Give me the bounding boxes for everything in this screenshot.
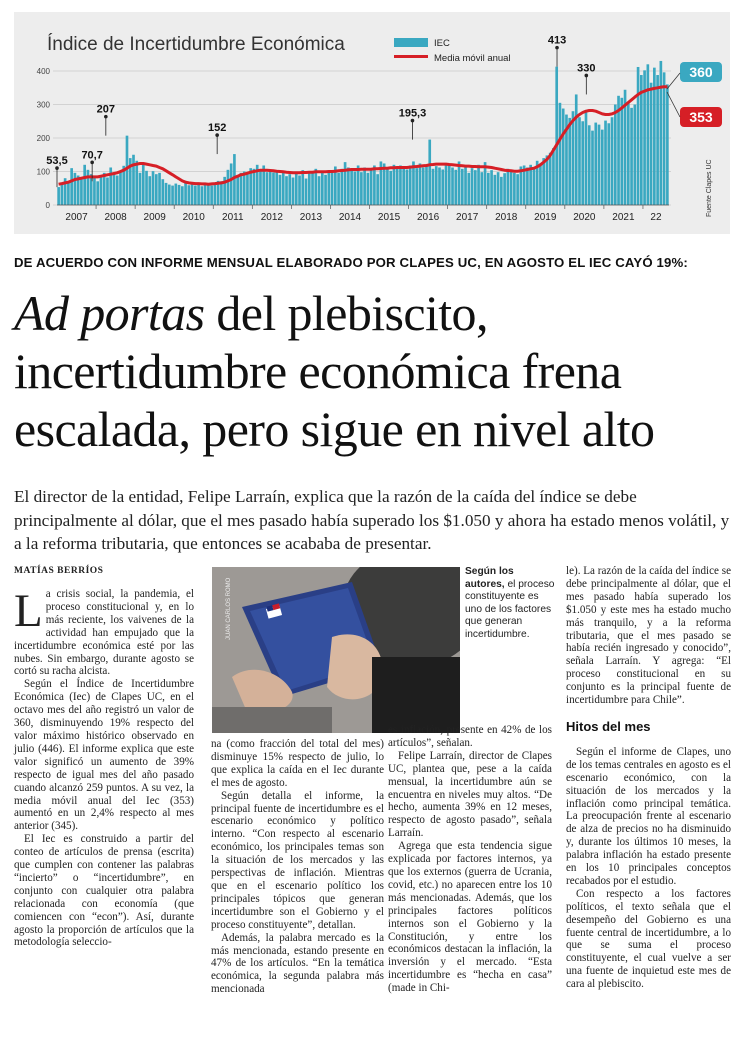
iec-bar <box>604 121 607 205</box>
iec-bar <box>207 184 210 205</box>
iec-bar <box>578 117 581 205</box>
iec-bar <box>282 173 285 205</box>
iec-bar <box>142 163 145 205</box>
photo-caption <box>465 566 555 641</box>
y-tick-label: 200 <box>36 134 50 143</box>
iec-bar <box>393 165 396 205</box>
iec-bar <box>174 184 177 205</box>
iec-bar <box>165 183 168 205</box>
iec-bar <box>448 164 451 205</box>
x-tick-label: 2018 <box>495 212 518 223</box>
iec-bar <box>93 176 96 205</box>
iec-bar <box>663 72 666 205</box>
iec-bar <box>585 111 588 205</box>
iec-bar <box>80 179 83 205</box>
iec-bar <box>516 174 519 205</box>
iec-bar <box>106 178 109 205</box>
iec-bar <box>100 176 103 205</box>
iec-bar <box>601 130 604 205</box>
iec-bar <box>409 165 412 205</box>
iec-bar <box>67 181 70 205</box>
iec-bar <box>555 67 558 205</box>
photo-illustration <box>212 567 460 733</box>
paragraph: Según el informe de Clapes, uno de los temas centrales en agosto es el escenario económico, con la situación de los mercados y la inflación como principal temática. La preocupación frente al escenario de alza de precios no ha disminuido y, durante los últimos 10 meses, la palabra inflación ha estado presente en los 10 principales conceptos recabados por el estudio. <box>566 745 731 887</box>
iec-bar <box>373 165 376 205</box>
iec-bar <box>607 123 610 205</box>
byline: MATÍAS BERRÍOS <box>14 566 104 576</box>
iec-bar <box>432 169 435 205</box>
x-tick-label: 2020 <box>573 212 596 223</box>
x-tick-label: 22 <box>650 212 662 223</box>
annotation-label: 152 <box>207 122 227 135</box>
iec-bar <box>539 163 542 205</box>
iec-bar <box>230 163 233 205</box>
iec-bar <box>83 165 86 205</box>
iec-bar <box>324 175 327 205</box>
iec-bar <box>275 171 278 205</box>
y-tick-label: 100 <box>36 167 50 177</box>
paragraph: Agrega que esta tendencia sigue explicada por factores internos, ya que los externos (guerra de Ucrania, covid, etc.) no aparecen entre los 10 más mencionadas. Además, que los principales factores políticos internos son el Gobierno y la Constitución, y entre los económicos destacan la inflación, la inversión y el mercado. “Esta incertidumbre es “hecha en casa” (made in Chi- <box>388 840 552 995</box>
legend-swatch-iec <box>394 38 428 47</box>
drop-cap: L <box>14 585 43 637</box>
iec-bar <box>292 178 295 205</box>
iec-bar <box>396 167 399 205</box>
iec-bar <box>314 169 317 205</box>
iec-bar <box>367 173 370 205</box>
iec-bar <box>57 187 60 205</box>
iec-bar <box>598 125 601 205</box>
paragraph: Además, la palabra mercado es la más mencionada, estando presente en 47% de los artículos. “En la temática económica, la segunda palabra más mencionada <box>211 931 384 996</box>
iec-bar <box>526 167 529 205</box>
iec-bar <box>181 186 184 205</box>
iec-bar <box>158 173 161 205</box>
body-column-4 <box>566 565 731 991</box>
iec-bar <box>627 103 630 205</box>
iec-bar <box>279 175 282 205</box>
iec-bar <box>399 165 402 205</box>
iec-bar <box>135 161 138 205</box>
paragraph: le). La razón de la caída del índice se debe principalmente al dólar, que el mes pasado había superado los $1.050 y este mes ha estado mucho más tranquilo, y a la reforma tributaria, que el mes pasado se había recién ingresado y conocido”, señala Larraín. Y agrega: “El proceso constitucional en su conjunto es la principal fuente de incertidumbre para Chile”. <box>566 565 731 707</box>
iec-bar <box>441 169 444 205</box>
iec-bar <box>360 172 363 205</box>
x-tick-label: 2015 <box>377 212 401 223</box>
iec-bar <box>546 155 549 205</box>
iec-bar <box>415 168 418 205</box>
iec-bar <box>438 167 441 205</box>
y-tick-label: 300 <box>36 100 50 110</box>
iec-bar <box>214 183 217 205</box>
iec-bar <box>454 170 457 205</box>
paragraph-text: a crisis social, la pandemia, el proceso constitucional y, en lo más reciente, los vaivenes de la actividad han empujado que la incertidumbre económica esté por las nubes. Sin embargo, durante agosto se cortó su racha alcista. <box>14 588 194 678</box>
iec-bar <box>246 174 249 205</box>
iec-bar <box>510 171 513 205</box>
iec-bar <box>227 170 230 205</box>
iec-bar <box>490 170 493 205</box>
paragraph: Felipe Larraín, director de Clapes UC, plantea que, pese a la caída mensual, la incertidumbre aún se encuentra en niveles muy altos. “De hecho, aumenta 39% en 12 meses, respecto de agosto pasado”, señala Larraín. <box>388 749 552 840</box>
iec-bar <box>467 173 470 205</box>
iec-bar <box>259 171 262 205</box>
iec-bar <box>298 176 301 205</box>
iec-bar <box>240 173 243 205</box>
iec-bar <box>552 148 555 205</box>
x-tick-label: 2007 <box>65 212 88 223</box>
iec-bar <box>376 174 379 205</box>
iec-bar <box>435 166 438 205</box>
iec-bar <box>445 165 448 205</box>
headline-italic: Ad portas <box>14 285 205 341</box>
annotation-label: 53,5 <box>46 155 68 168</box>
iec-bar <box>422 167 425 205</box>
iec-bar <box>116 176 119 205</box>
deck: El director de la entidad, Felipe Larraín, explica que la razón de la caída del índice se debe principalmente al dólar, que el mes pasado había superado los $1.050 y ahora ha estado menos volátil, y a la reforma tributaria, que entonces se acababa de presentar. <box>14 487 730 553</box>
subhead: Hitos del mes <box>566 718 651 734</box>
iec-bar <box>464 165 467 205</box>
iec-bar <box>341 169 344 205</box>
iec-bar <box>581 121 584 205</box>
iec-bar <box>588 125 591 205</box>
x-tick-label: 2021 <box>612 212 635 223</box>
iec-bar <box>152 171 155 205</box>
legend-swatch-moving-average <box>394 55 428 58</box>
body-column-2 <box>211 738 384 996</box>
legend-label-moving-average: Media móvil anual <box>434 53 511 64</box>
iec-bar <box>487 173 490 205</box>
paragraph: Según detalla el informe, la principal fuente de incertidumbre es el escenario económico y político interno. “Con respecto al escenario económico, los principales temas son la situación de los mercados y las perspectivas de inflación. Mientras que en el escenario político los principales tópicos que generan incertidumbre son el Gobierno y el proceso constituyente”, detallan. <box>211 789 384 931</box>
iec-bar <box>184 181 187 205</box>
iec-bar <box>458 161 461 205</box>
iec-bar <box>103 173 106 205</box>
iec-bar <box>178 185 181 205</box>
x-tick-label: 2011 <box>222 212 244 223</box>
iec-bar <box>350 170 353 205</box>
photo-credit: JUAN CARLOS ROMO <box>226 577 232 640</box>
iec-bar <box>471 168 474 205</box>
iec-bar <box>480 172 483 205</box>
iec-bar <box>575 94 578 205</box>
iec-bar <box>155 174 158 205</box>
iec-bar <box>243 172 246 206</box>
caption-text: el proceso constituyente es uno de los factores que generan incertidumbre. <box>465 578 555 640</box>
annotation-label: 195,3 <box>398 107 427 120</box>
iec-bar <box>513 173 516 205</box>
iec-bar <box>666 84 669 205</box>
x-tick-label: 2019 <box>534 212 557 223</box>
iec-chart-svg <box>14 12 730 234</box>
iec-bar <box>428 140 431 205</box>
iec-bar <box>321 171 324 205</box>
paragraph: El Iec es construido a partir del conteo de artículos de prensa (escrita) que cumplen con contener las palabras “incierto” o “incertidumbre”, en conjunto con cualquier otra palabra relacionada con economía (que comiencen con “econ”). Así, durante agosto la proporción de artículos que la metodología seleccio- <box>14 833 194 949</box>
badge-iec-current-value: 360 <box>689 64 713 80</box>
iec-bar <box>113 173 116 205</box>
x-tick-label: 2013 <box>299 212 323 223</box>
x-tick-label: 2009 <box>143 212 166 223</box>
iec-bar <box>529 165 532 205</box>
iec-bar <box>647 64 650 205</box>
iec-bar <box>344 162 347 205</box>
iec-bar <box>168 185 171 205</box>
x-tick-label: 2016 <box>416 212 440 223</box>
iec-bar <box>451 167 454 205</box>
iec-bar <box>194 186 197 205</box>
iec-bar <box>363 167 366 205</box>
iec-bar <box>484 162 487 205</box>
iec-bar <box>568 118 571 205</box>
iec-bar <box>74 173 77 205</box>
iec-bar <box>327 172 330 205</box>
iec-bar <box>87 170 90 205</box>
iec-bar <box>630 108 633 205</box>
y-tick-label: 0 <box>45 201 50 210</box>
iec-bar <box>419 163 422 205</box>
iec-bar <box>201 186 204 205</box>
iec-bars <box>57 61 668 205</box>
annotation-label: 70,7 <box>81 149 103 162</box>
chart-annotations <box>46 35 595 187</box>
iec-bar <box>425 165 428 205</box>
iec-bar <box>637 67 640 205</box>
iec-bar <box>61 183 64 205</box>
iec-bar <box>266 172 269 205</box>
iec-bar <box>386 168 389 205</box>
iec-bar <box>295 173 298 205</box>
iec-bar <box>591 131 594 205</box>
iec-bar <box>370 170 373 205</box>
iec-bar <box>500 177 503 205</box>
headline-rest: del plebiscito, incertidumbre económica frena escalada, pero sigue en nivel alto <box>14 285 655 457</box>
iec-bar <box>305 179 308 205</box>
kicker: DE ACUERDO CON INFORME MENSUAL ELABORADO POR CLAPES UC, EN AGOSTO EL IEC CAYÓ 19%: <box>14 255 688 270</box>
iec-bar <box>656 75 659 205</box>
body-column-3 <box>388 724 552 995</box>
iec-bar <box>210 186 213 205</box>
iec-bar <box>614 105 617 206</box>
iec-bar <box>269 170 272 205</box>
iec-bar <box>337 173 340 205</box>
headline <box>14 284 744 458</box>
iec-bar <box>204 185 207 205</box>
iec-bar <box>197 183 200 205</box>
paragraph: Con respecto a los factores políticos, el texto señala que el desempeño del Gobierno es una fuente central de incertidumbre, a lo que se suma el proceso constituyente, el cual vuelve a ser una fuente de inquietud este mes de cara al plebiscito. <box>566 887 731 991</box>
article-photo <box>212 567 460 733</box>
paragraph: Según el Índice de Incertidumbre Económica (Iec) de Clapes UC, en el octavo mes del año registró un valor de 360, disminuyendo 19% respecto del valor máximo histórico observado en julio (446). El informe explica que este valor significó un aumento de 39% respecto de igual mes del año pasado cuando alcanzó 259 puntos. A su vez, la media móvil anual del Iec (353) aumentó en un 2,4% respecto al mes anterior (345). <box>14 678 194 833</box>
caption-bold: Según los autores, <box>465 566 514 590</box>
iec-bar <box>285 176 288 205</box>
annotation-label: 330 <box>577 62 596 75</box>
paragraph <box>14 585 194 678</box>
iec-bar <box>188 185 191 205</box>
x-tick-label: 2014 <box>338 212 362 223</box>
iec-bar <box>301 170 304 205</box>
iec-bar <box>507 169 510 205</box>
x-axis <box>57 205 669 223</box>
chart-title: Índice de Incertidumbre Económica <box>47 34 345 55</box>
iec-bar <box>347 167 350 205</box>
paragraph: na (como fracción del total del mes) disminuye 15% respecto de julio, lo que explica la caída en el Iec durante el mes de agosto. <box>211 738 384 789</box>
iec-bar <box>272 173 275 205</box>
annotation-label: 207 <box>96 103 116 116</box>
iec-bar <box>70 168 73 205</box>
x-tick-label: 2012 <box>260 212 283 223</box>
y-tick-label: 400 <box>36 67 50 76</box>
iec-bar <box>191 184 194 205</box>
x-tick-label: 2008 <box>104 212 127 223</box>
iec-bar <box>559 103 562 205</box>
iec-bar <box>633 105 636 206</box>
annotation-label: 413 <box>547 34 567 47</box>
iec-bar <box>171 186 174 205</box>
x-tick-label: 2010 <box>182 212 205 223</box>
iec-bar <box>354 172 357 206</box>
badge-iec-pointer <box>667 73 680 89</box>
iec-bar <box>562 109 565 205</box>
iec-chart <box>14 12 730 234</box>
iec-bar <box>308 172 311 206</box>
legend-label-iec: IEC <box>434 38 450 49</box>
iec-bar <box>236 176 239 205</box>
iec-bar <box>288 174 291 205</box>
body-column-1 <box>14 585 194 949</box>
iec-bar <box>119 171 122 205</box>
iec-bar <box>331 172 334 206</box>
iec-bar <box>406 169 409 205</box>
iec-bar <box>477 165 480 205</box>
iec-bar <box>96 181 99 205</box>
iec-bar <box>650 83 653 205</box>
iec-bar <box>311 173 314 205</box>
badge-ma-current-value: 353 <box>689 109 713 125</box>
iec-bar <box>139 173 142 205</box>
iec-bar <box>161 179 164 205</box>
x-tick-label: 2017 <box>456 212 479 223</box>
iec-bar <box>145 171 148 205</box>
iec-bar <box>542 158 545 205</box>
iec-bar <box>318 176 321 205</box>
iec-bar <box>572 111 575 205</box>
iec-bar <box>594 123 597 205</box>
chart-source: Fuente Clapes UC <box>706 159 713 217</box>
paragraph: es inflación, presente en 42% de los artículos”, señalan. <box>388 724 552 749</box>
iec-bar <box>148 176 151 205</box>
iec-bar <box>461 169 464 205</box>
iec-bar <box>220 181 223 205</box>
iec-bar <box>611 117 614 205</box>
iec-bar <box>497 172 500 205</box>
iec-bar <box>389 171 392 205</box>
iec-bar <box>474 170 477 205</box>
iec-bar <box>494 175 497 205</box>
iec-bar <box>253 169 256 205</box>
iec-bar <box>660 61 663 205</box>
iec-bar <box>402 169 405 205</box>
iec-bar <box>533 168 536 205</box>
iec-bar <box>549 153 552 205</box>
iec-bar <box>357 165 360 205</box>
iec-bar <box>503 173 506 205</box>
iec-bar <box>132 155 135 205</box>
iec-bar <box>620 98 623 205</box>
